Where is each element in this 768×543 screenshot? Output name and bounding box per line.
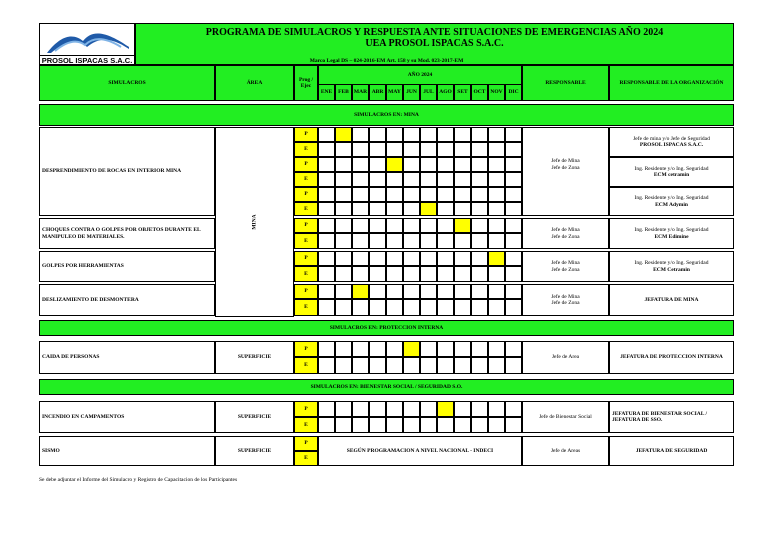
month-cell [335, 233, 352, 249]
month-cell [369, 251, 386, 266]
month-cell [437, 127, 454, 142]
month-header: MAY [386, 84, 403, 101]
month-cell [386, 417, 403, 433]
row-choques: CHOQUES CONTRA O GOLPES POR OBJETOS DURANTE EL MANIPULEO DE MATERIALES. [39, 218, 215, 249]
month-cell [454, 401, 471, 417]
col-responsable: RESPONSABLE [522, 65, 609, 101]
month-cell [403, 218, 420, 233]
org-desprendimiento-3 [609, 187, 734, 216]
month-header: SET [454, 84, 471, 101]
resp-line-2: Jefe de Zona [551, 164, 580, 171]
month-cell [454, 187, 471, 202]
row-sismo: SISMO [39, 436, 215, 466]
month-cell [505, 284, 522, 299]
month-cell [488, 299, 505, 316]
month-cell [454, 157, 471, 172]
resp-line-2: Jefe de Zona [551, 233, 580, 240]
month-cell [335, 172, 352, 187]
month-cell [420, 251, 437, 266]
month-cell [403, 266, 420, 282]
month-cell [403, 127, 420, 142]
org-sismo: JEFATURA DE SEGURIDAD [609, 436, 734, 466]
month-cell [488, 233, 505, 249]
section-bienestar: SIMULACROS EN: BIENESTAR SOCIAL / SEGURIDAD S.O. [39, 379, 734, 395]
ejecutado-mark: E [294, 451, 318, 466]
month-cell [352, 299, 369, 316]
month-cell [352, 341, 369, 357]
month-cell [437, 284, 454, 299]
programado-mark: P [294, 127, 318, 142]
resp-line-1: Jefe de Mina [551, 158, 580, 164]
org-golpes [609, 251, 734, 282]
area-caida: SUPERFICIE [215, 341, 294, 374]
month-cell [420, 142, 437, 157]
month-cell [386, 202, 403, 216]
month-cell [352, 357, 369, 374]
org-text-bold: ECM Adymin [655, 201, 688, 208]
month-cell [403, 187, 420, 202]
month-header: JUN [403, 84, 420, 101]
month-cell [437, 341, 454, 357]
month-cell [318, 187, 335, 202]
resp-line-1: Jefe de Mina [551, 227, 580, 233]
month-header: ABR [369, 84, 386, 101]
month-cell [454, 357, 471, 374]
month-cell [505, 142, 522, 157]
month-cell [335, 202, 352, 216]
month-header: FEB [335, 84, 352, 101]
month-cell [352, 142, 369, 157]
month-cell [335, 142, 352, 157]
month-cell [403, 299, 420, 316]
month-cell [454, 127, 471, 142]
page-subtitle: UEA PROSOL ISPACAS S.A.C. [365, 38, 504, 49]
month-cell [437, 357, 454, 374]
area-incendio: SUPERFICIE [215, 401, 294, 433]
month-cell [352, 172, 369, 187]
month-cell [335, 341, 352, 357]
programado-mark: P [294, 284, 318, 299]
resp-caida: Jefe de Area [522, 341, 609, 374]
month-cell [369, 202, 386, 216]
org-incendio: JEFATURA DE BIENESTAR SOCIAL / JEFATURA DE SSO. [609, 401, 734, 433]
month-header: AGO [437, 84, 454, 101]
month-cell [369, 284, 386, 299]
sismo-note: SEGÚN PROGRAMACION A NIVEL NACIONAL - INDECI [318, 436, 522, 466]
month-cell [488, 357, 505, 374]
month-cell [318, 357, 335, 374]
col-simulacros: SIMULACROS [39, 65, 215, 101]
month-cell [488, 218, 505, 233]
month-cell [505, 202, 522, 216]
month-cell [318, 251, 335, 266]
month-cell [335, 401, 352, 417]
month-cell [318, 233, 335, 249]
month-cell [369, 218, 386, 233]
org-text: Ing. Residente y/o Ing. Seguridad [634, 195, 709, 201]
month-cell [505, 417, 522, 433]
org-text: Ing. Residente y/o Ing. Seguridad [634, 260, 709, 266]
month-cell [335, 157, 352, 172]
month-header: OCT [471, 84, 488, 101]
month-cell [505, 357, 522, 374]
month-cell [488, 284, 505, 299]
org-text-bold: ECM cetramin [653, 172, 690, 178]
resp-sismo: Jefe de Areas [522, 436, 609, 466]
row-desprendimiento: DESPRENDIMIENTO DE ROCAS EN INTERIOR MINA [39, 127, 215, 216]
col-area: ÁREA [215, 65, 294, 101]
section-proteccion: SIMULACROS EN: PROTECCION INTERNA [39, 320, 734, 336]
month-cell [352, 233, 369, 249]
page-title: PROGRAMA DE SIMULACROS Y RESPUESTA ANTE SITUACIONES DE EMERGENCIAS AÑO 2024 [205, 27, 664, 38]
month-cell [335, 251, 352, 266]
month-cell [318, 341, 335, 357]
month-cell [386, 142, 403, 157]
month-cell [318, 157, 335, 172]
month-cell [386, 172, 403, 187]
month-cell [488, 401, 505, 417]
month-cell [505, 233, 522, 249]
month-cell [420, 299, 437, 316]
scheduled-month-cell [335, 127, 352, 142]
month-cell [488, 157, 505, 172]
month-cell [369, 341, 386, 357]
section-mina: SIMULACROS EN: MINA [39, 104, 734, 126]
month-cell [318, 299, 335, 316]
month-cell [471, 172, 488, 187]
month-cell [420, 218, 437, 233]
org-deslizamiento: JEFATURA DE MINA [609, 284, 734, 316]
area-mina-label: MINA [251, 214, 258, 230]
org-desprendimiento-1 [609, 127, 734, 157]
month-cell [471, 284, 488, 299]
month-cell [505, 299, 522, 316]
month-cell [420, 341, 437, 357]
month-cell [318, 202, 335, 216]
ejecutado-mark: E [294, 266, 318, 282]
scheduled-month-cell [420, 202, 437, 216]
org-caida: JEFATURA DE PROTECCION INTERNA [609, 341, 734, 374]
month-cell [352, 202, 369, 216]
row-caida: CAIDA DE PERSONAS [39, 341, 215, 374]
month-cell [471, 266, 488, 282]
org-text: Ing. Residente y/o Ing. Seguridad [634, 165, 709, 172]
programado-mark: P [294, 157, 318, 172]
col-responsable-org: RESPONSABLE DE LA ORGANIZACIÓN [609, 65, 734, 101]
month-cell [386, 341, 403, 357]
month-cell [335, 187, 352, 202]
month-cell [505, 218, 522, 233]
month-cell [403, 251, 420, 266]
month-cell [386, 233, 403, 249]
programado-mark: P [294, 187, 318, 202]
month-cell [318, 284, 335, 299]
month-cell [454, 266, 471, 282]
month-cell [318, 172, 335, 187]
month-cell [471, 417, 488, 433]
month-cell [437, 299, 454, 316]
resp-line-1: Jefe de Mina [551, 260, 580, 266]
ejecutado-mark: E [294, 233, 318, 249]
month-cell [369, 172, 386, 187]
month-cell [437, 157, 454, 172]
logo-text: PROSOL ISPACAS S.A.C. [41, 56, 133, 65]
month-header: ENE [318, 84, 335, 101]
month-cell [471, 142, 488, 157]
resp-choques [522, 218, 609, 249]
month-cell [505, 127, 522, 142]
month-cell [352, 127, 369, 142]
month-cell [318, 127, 335, 142]
month-cell [335, 357, 352, 374]
month-cell [403, 157, 420, 172]
scheduled-month-cell [386, 157, 403, 172]
month-cell [471, 233, 488, 249]
row-incendio: INCENDIO EN CAMPAMENTOS [39, 401, 215, 433]
month-cell [454, 142, 471, 157]
month-cell [420, 357, 437, 374]
month-cell [318, 266, 335, 282]
month-cell [403, 233, 420, 249]
resp-desprendimiento [522, 127, 609, 216]
month-header: DIC [505, 84, 522, 101]
month-cell [318, 218, 335, 233]
programado-mark: P [294, 218, 318, 233]
month-cell [437, 218, 454, 233]
month-cell [471, 341, 488, 357]
mountain-logo-icon [41, 25, 135, 57]
month-cell [437, 233, 454, 249]
month-cell [488, 202, 505, 216]
scheduled-month-cell [454, 218, 471, 233]
month-cell [403, 284, 420, 299]
month-cell [386, 266, 403, 282]
scheduled-month-cell [352, 284, 369, 299]
month-cell [403, 417, 420, 433]
month-cell [471, 157, 488, 172]
month-cell [403, 202, 420, 216]
month-cell [420, 284, 437, 299]
month-cell [437, 172, 454, 187]
org-text-bold: ECM Cetramin [653, 266, 690, 273]
month-cell [488, 266, 505, 282]
month-cell [454, 251, 471, 266]
month-cell [318, 142, 335, 157]
month-cell [352, 251, 369, 266]
area-sismo: SUPERFICIE [215, 436, 294, 466]
programado-mark: P [294, 436, 318, 451]
month-cell [369, 299, 386, 316]
org-choques [609, 218, 734, 249]
month-cell [403, 172, 420, 187]
month-cell [437, 266, 454, 282]
month-header: JUL [420, 84, 437, 101]
month-cell [369, 401, 386, 417]
month-cell [403, 401, 420, 417]
month-cell [352, 417, 369, 433]
month-cell [420, 127, 437, 142]
programado-mark: P [294, 251, 318, 266]
programado-mark: P [294, 341, 318, 357]
month-cell [386, 299, 403, 316]
month-cell [505, 251, 522, 266]
footer-note: Se debe adjuntar el Informe del Simulacro y Registro de Capacitacion de los Participantes [39, 477, 238, 483]
scheduled-month-cell [488, 251, 505, 266]
month-cell [318, 417, 335, 433]
month-cell [505, 401, 522, 417]
ejecutado-mark: E [294, 172, 318, 187]
resp-deslizamiento [522, 284, 609, 316]
month-cell [437, 251, 454, 266]
org-text-bold: ECM Edimine [654, 233, 689, 240]
month-cell [386, 218, 403, 233]
month-cell [335, 417, 352, 433]
resp-golpes [522, 251, 609, 282]
month-cell [454, 299, 471, 316]
col-prog-ejec: Prog / Ejec [294, 65, 318, 101]
month-cell [505, 266, 522, 282]
month-cell [369, 157, 386, 172]
month-cell [488, 172, 505, 187]
month-cell [369, 233, 386, 249]
org-text: Jefe de mina y/o Jefe de Seguridad [633, 135, 710, 142]
month-cell [335, 284, 352, 299]
month-cell [352, 401, 369, 417]
month-cell [454, 284, 471, 299]
month-cell [505, 172, 522, 187]
month-cell [386, 401, 403, 417]
month-header: NOV [488, 84, 505, 101]
month-cell [352, 157, 369, 172]
month-cell [386, 284, 403, 299]
col-year: AÑO 2024 [407, 71, 433, 78]
month-cell [420, 233, 437, 249]
org-desprendimiento-2 [609, 157, 734, 187]
month-cell [420, 266, 437, 282]
month-cell [403, 357, 420, 374]
month-cell [454, 233, 471, 249]
month-cell [352, 266, 369, 282]
month-cell [488, 417, 505, 433]
month-cell [471, 401, 488, 417]
month-cell [369, 187, 386, 202]
month-cell [420, 157, 437, 172]
month-cell [437, 202, 454, 216]
ejecutado-mark: E [294, 417, 318, 433]
ejecutado-mark: E [294, 299, 318, 316]
month-cell [471, 202, 488, 216]
month-cell [386, 127, 403, 142]
row-golpes: GOLPES POR HERRAMIENTAS [39, 251, 215, 282]
area-mina-cell [215, 127, 294, 317]
month-cell [369, 142, 386, 157]
resp-line-2: Jefe de Zona [551, 300, 580, 306]
legal-reference: Marco Legal DS – 024-2016-EM Art. 158 y su Mod. 023-2017-EM [309, 57, 464, 64]
month-cell [454, 172, 471, 187]
month-cell [505, 157, 522, 172]
month-cell [437, 187, 454, 202]
month-cell [488, 187, 505, 202]
month-cell [420, 172, 437, 187]
ejecutado-mark: E [294, 142, 318, 157]
month-cell [386, 187, 403, 202]
month-cell [420, 417, 437, 433]
scheduled-month-cell [403, 341, 420, 357]
month-cell [369, 127, 386, 142]
month-cell [352, 187, 369, 202]
month-cell [335, 266, 352, 282]
resp-incendio: Jefe de Bienestar Social [522, 401, 609, 433]
scheduled-month-cell [437, 401, 454, 417]
month-cell [471, 299, 488, 316]
month-cell [369, 266, 386, 282]
resp-line-2: Jefe de Zona [551, 266, 580, 273]
org-text-bold: PROSOL ISPACAS S.A.C. [639, 142, 704, 148]
month-cell [454, 417, 471, 433]
resp-line-1: Jefe de Mina [551, 293, 580, 300]
org-text: Ing. Residente y/o Ing. Seguridad [634, 227, 709, 233]
ejecutado-mark: E [294, 357, 318, 374]
month-cell [420, 401, 437, 417]
ejecutado-mark: E [294, 202, 318, 216]
month-cell [454, 341, 471, 357]
month-cell [471, 357, 488, 374]
month-cell [454, 202, 471, 216]
month-cell [403, 142, 420, 157]
month-cell [488, 142, 505, 157]
month-cell [369, 357, 386, 374]
month-cell [488, 341, 505, 357]
month-cell [335, 299, 352, 316]
month-cell [471, 127, 488, 142]
month-cell [488, 127, 505, 142]
month-cell [437, 417, 454, 433]
month-cell [471, 218, 488, 233]
row-deslizamiento: DESLIZAMIENTO DE DESMONTERA [39, 284, 215, 316]
month-cell [471, 187, 488, 202]
month-cell [471, 251, 488, 266]
month-cell [386, 357, 403, 374]
month-cell [318, 401, 335, 417]
programado-mark: P [294, 401, 318, 417]
month-cell [352, 218, 369, 233]
month-cell [386, 251, 403, 266]
month-cell [505, 187, 522, 202]
month-cell [335, 218, 352, 233]
month-header: MAR [352, 84, 369, 101]
month-cell [420, 187, 437, 202]
month-cell [505, 341, 522, 357]
month-cell [437, 142, 454, 157]
month-cell [369, 417, 386, 433]
